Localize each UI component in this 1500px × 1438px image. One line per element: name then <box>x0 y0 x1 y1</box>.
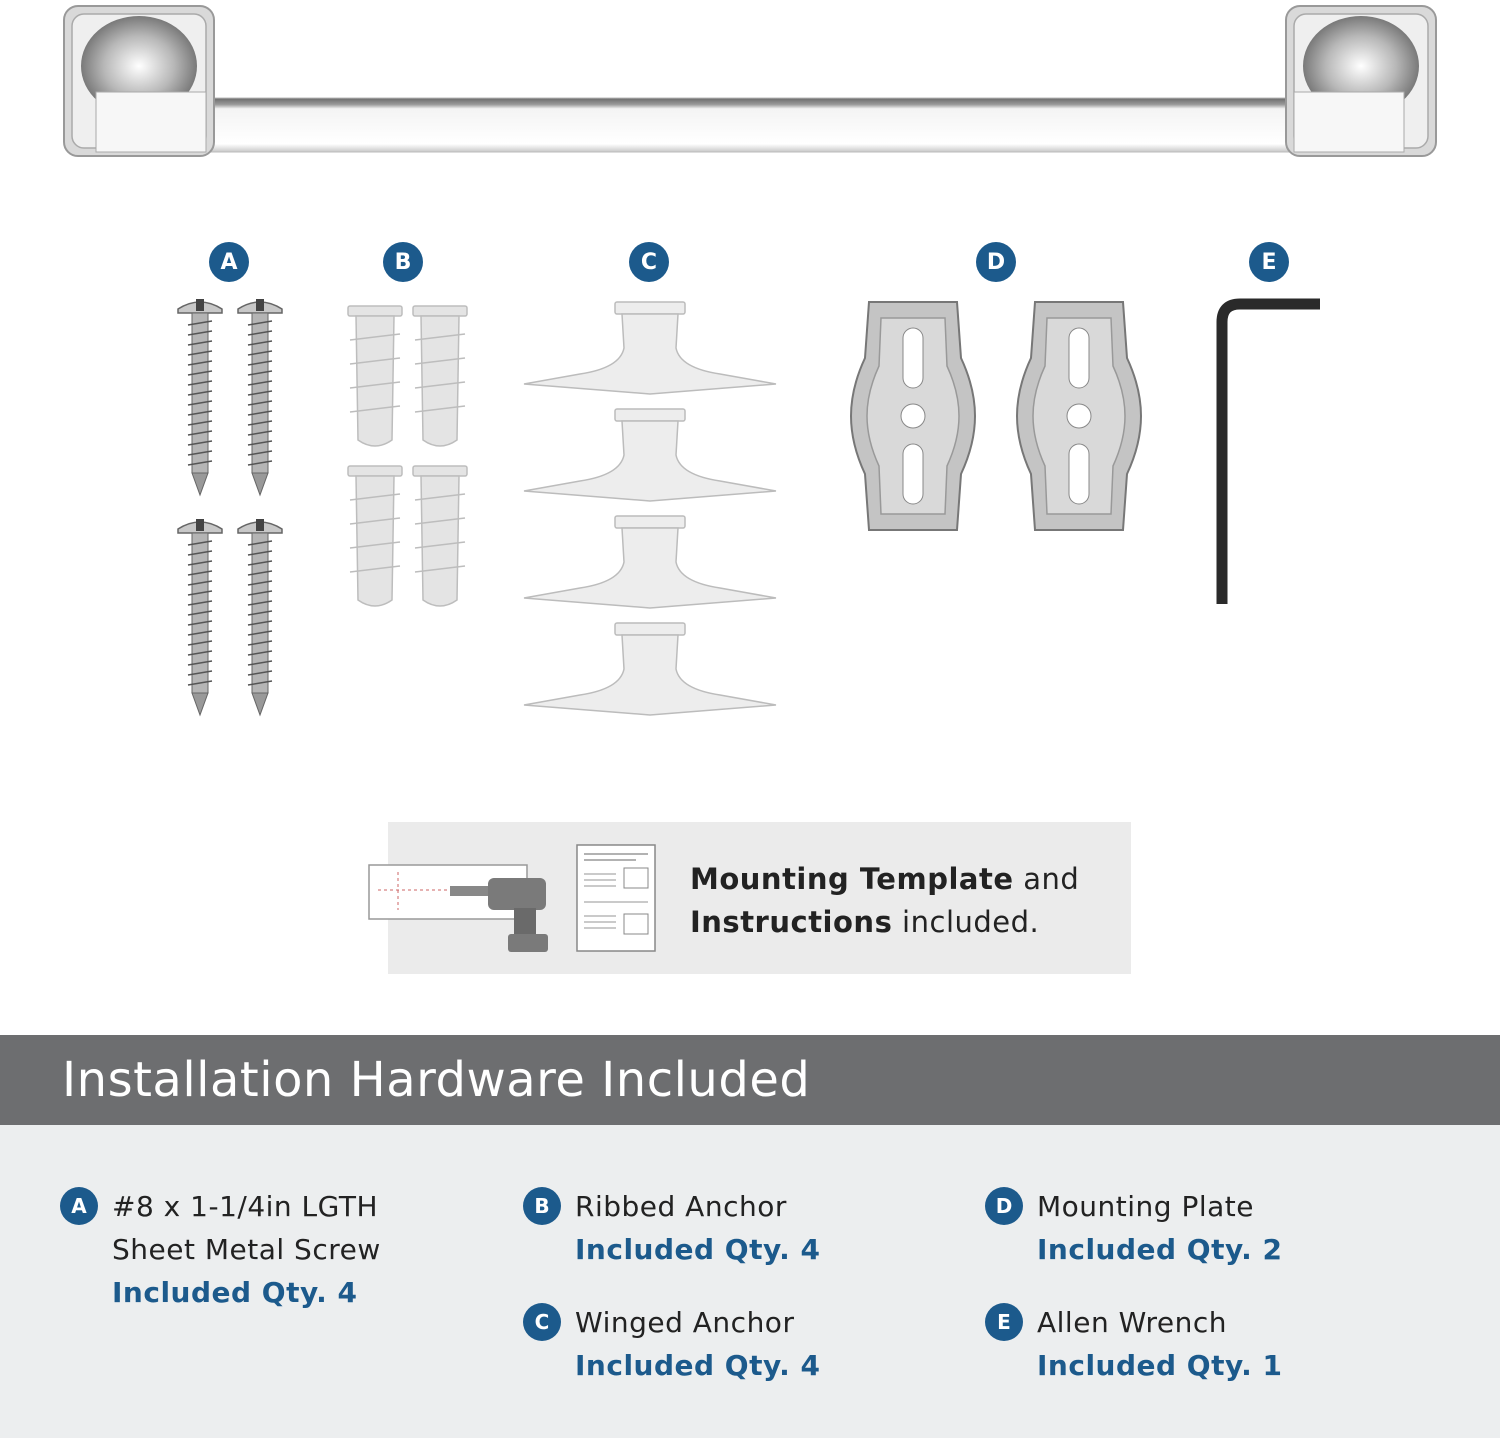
list-badge-d: D <box>985 1187 1023 1225</box>
template-note-bold1: Mounting Template <box>690 862 1014 896</box>
list-item-a-qty: Included Qty. 4 <box>112 1276 358 1309</box>
drill-template-icon <box>368 862 558 954</box>
badge-e: E <box>1249 242 1289 282</box>
mounting-plates-image <box>845 298 1145 538</box>
list-item-b <box>575 1185 821 1271</box>
list-item-c <box>575 1301 821 1387</box>
towel-bar-image <box>0 0 1500 170</box>
ribbed-anchors-image <box>340 300 470 620</box>
list-item-c-line1: Winged Anchor <box>575 1306 795 1339</box>
list-item-e-line1: Allen Wrench <box>1037 1306 1228 1339</box>
screws-image <box>170 295 290 725</box>
template-note <box>690 858 1079 944</box>
list-item-b-qty: Included Qty. 4 <box>575 1233 821 1266</box>
list-item-a <box>112 1185 381 1314</box>
list-item-a-line1: #8 x 1-1/4in LGTH <box>112 1190 379 1223</box>
list-item-d <box>1037 1185 1283 1271</box>
badge-a: A <box>209 242 249 282</box>
list-item-d-qty: Included Qty. 2 <box>1037 1233 1283 1266</box>
badge-c: C <box>629 242 669 282</box>
instructions-document-icon <box>576 844 658 954</box>
page-title: Installation Hardware Included <box>62 1052 811 1108</box>
list-item-b-line1: Ribbed Anchor <box>575 1190 787 1223</box>
list-item-e-qty: Included Qty. 1 <box>1037 1349 1283 1382</box>
allen-wrench-image <box>1210 296 1330 616</box>
list-item-a-line2: Sheet Metal Screw <box>112 1233 381 1266</box>
list-badge-a: A <box>60 1187 98 1225</box>
winged-anchors-image <box>520 298 780 718</box>
template-note-text1: and <box>1013 862 1080 896</box>
list-badge-b: B <box>523 1187 561 1225</box>
list-badge-e: E <box>985 1303 1023 1341</box>
list-item-c-qty: Included Qty. 4 <box>575 1349 821 1382</box>
list-item-e <box>1037 1301 1283 1387</box>
badge-d: D <box>976 242 1016 282</box>
list-badge-c: C <box>523 1303 561 1341</box>
template-note-bold2: Instructions <box>690 905 893 939</box>
template-note-text2: included. <box>892 905 1040 939</box>
badge-b: B <box>383 242 423 282</box>
list-item-d-line1: Mounting Plate <box>1037 1190 1254 1223</box>
